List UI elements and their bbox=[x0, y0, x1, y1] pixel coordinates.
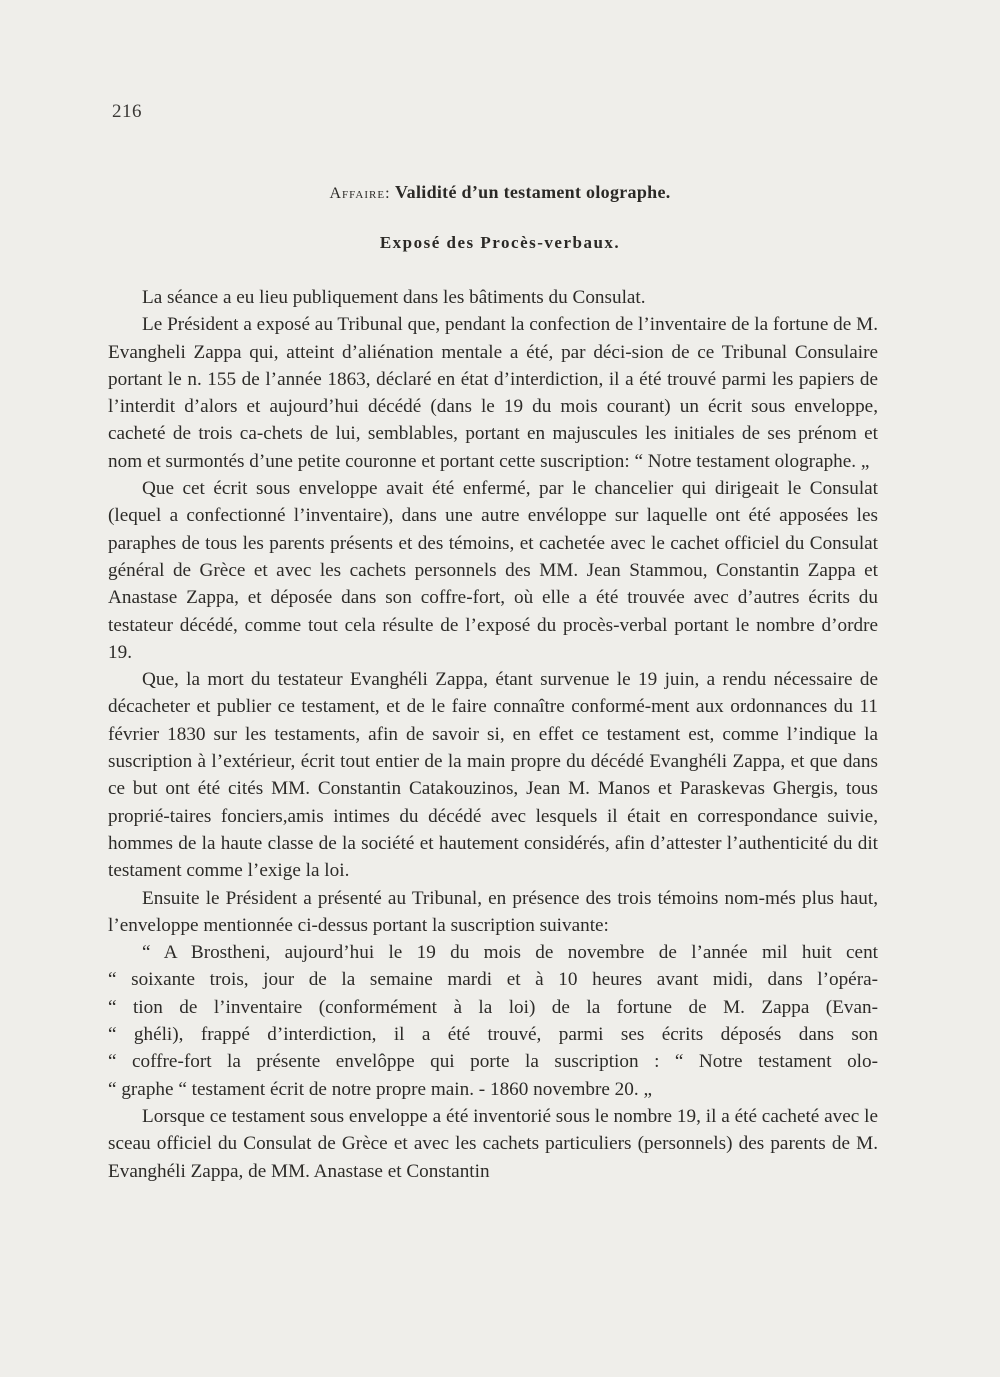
quote-line: “ graphe “ testament écrit de notre propre main. - 1860 novembre 20. „ bbox=[108, 1078, 652, 1100]
paragraph-president: Le Président a exposé au Tribunal que, pendant la confection de l’inventaire de la fortune de M. Evangheli Zappa qui, atteint d’aliénation mentale a été, par déci-sion de ce Tribunal Consulaire portant le n. 155 de l’année 1863, déclaré en état d’interdiction, il a été trouvé parmi les papiers de l’interdit d’alors et aujourd’hui décédé (dans le 19 du mois courant) un écrit sous enveloppe, cacheté de trois ca-chets de lui, semblables, portant en majuscules les initiales de ses prénom et nom et surmontés d’une petite couronne et portant cette suscription: “ Notre testament olographe. „ bbox=[108, 314, 878, 472]
quote-line: “ soixante trois, jour de la semaine mardi et à 10 heures avant midi, dans l’opéra- bbox=[108, 969, 878, 991]
section-subtitle: Exposé des Procès-verbaux. bbox=[379, 233, 621, 252]
body-text bbox=[108, 284, 878, 1185]
suscription-quote bbox=[108, 939, 878, 1103]
paragraph-enveloppe: Que cet écrit sous enveloppe avait été enfermé, par le chancelier qui dirigeait le Consulat (lequel a confectionné l’inventaire), dans une autre envéloppe sur laquelle ont été apposées les paraphes de tous les parents présents et des témoins, et cachetée avec le cachet officiel du Consulat général de Grèce et avec les cachets personnels des MM. Jean Stammou, Constantin Zappa et Anastase Zappa, et déposée dans son coffre-fort, où elle a été trouvée avec d’autres écrits du testateur décédé, comme tout cela résulte de l’exposé du procès-verbal portant le nombre d’ordre 19. bbox=[108, 478, 878, 663]
paragraph-final: Lorsque ce testament sous enveloppe a été inventorié sous le nombre 19, il a été cacheté avec le sceau officiel du Consulat de Grèce et avec les cachets particuliers (personnels) des parents de M. Evanghéli Zappa, de MM. Anastase et Constantin bbox=[108, 1105, 878, 1182]
paragraph-mort-testateur: Que, la mort du testateur Evanghéli Zappa, étant survenue le 19 juin, a rendu nécessaire de décacheter et publier ce testament, et de le faire connaître conformé-ment aux ordonnances du 11 février 1830 sur les testaments, afin de savoir si, en effet ce testament est, comme l’indique la suscription à l’extérieur, écrit tout entier de la main propre du décédé Evanghéli Zappa, et que dans ce but ont été cités MM. Constantin Catakouzinos, Jean M. Manos et Paraskevas Ghergis, tous proprié-taires fonciers,amis intimes du décédé avec lesquels il était en correspondance suivie, hommes de la haute classe de la société et hautement considérés, afin d’attester l’authenticité du dit testament comme l’exige la loi. bbox=[108, 669, 878, 882]
quote-line: “ coffre-fort la présente envelôppe qui porte la suscription : “ Notre testament olo- bbox=[108, 1051, 878, 1073]
affaire-label: Affaire: bbox=[329, 185, 391, 202]
page-number: 216 bbox=[112, 101, 142, 122]
paragraph-presentation: Ensuite le Président a présenté au Tribunal, en présence des trois témoins nom-més plus haut, l’enveloppe mentionnée ci-dessus portant la suscription suivante: bbox=[108, 887, 878, 936]
paragraph-seance: La séance a eu lieu publiquement dans les bâtiments du Consulat. bbox=[142, 287, 646, 308]
affaire-heading bbox=[0, 182, 1000, 203]
quote-line: “ A Brostheni, aujourd’hui le 19 du mois de novembre de l’année mil huit cent bbox=[142, 942, 878, 964]
affaire-title: Validité d’un testament olographe. bbox=[395, 182, 671, 202]
quote-line: “ tion de l’inventaire (conformément à la loi) de la fortune de M. Zappa (Evan- bbox=[108, 996, 878, 1018]
quote-line: “ ghéli), frappé d’interdiction, il a été trouvé, parmi ses écrits déposés dans son bbox=[108, 1024, 878, 1046]
